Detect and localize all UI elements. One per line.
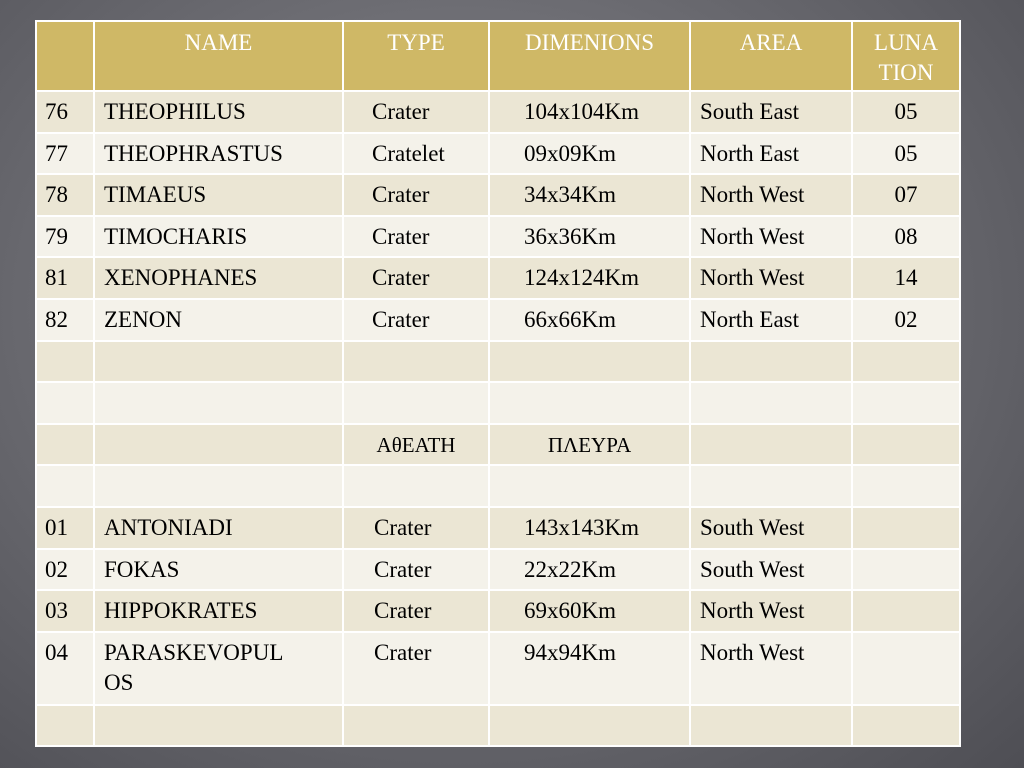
header-type: TYPE [343,21,489,91]
cell-name: HIPPOKRATES [94,590,343,632]
empty-cell [94,424,343,466]
table-row [36,133,960,175]
cell-name: THEOPHILUS [94,91,343,133]
empty-cell [852,465,960,507]
cell-lunation [852,549,960,591]
empty-cell [852,424,960,466]
cell-dimensions: 104x104Km [489,91,690,133]
cell-name: TIMAEUS [94,174,343,216]
empty-cell [489,341,690,383]
cell-type: Crater [343,174,489,216]
cell-dimensions: 69x60Km [489,590,690,632]
cell-name: XENOPHANES [94,257,343,299]
cell-area: North East [690,133,852,175]
table-row [36,299,960,341]
section-label-row [36,424,960,466]
empty-cell [852,382,960,424]
cell-area: North West [690,632,852,705]
cell-area: North East [690,299,852,341]
cell-lunation [852,507,960,549]
table-row [36,257,960,299]
cell-num: 76 [36,91,94,133]
empty-cell [852,341,960,383]
cell-lunation [852,632,960,705]
cell-dimensions: 124x124Km [489,257,690,299]
empty-cell [690,341,852,383]
cell-area: South West [690,507,852,549]
empty-row [36,705,960,747]
cell-num: 78 [36,174,94,216]
cell-dimensions: 36x36Km [489,216,690,258]
cell-dimensions: 34x34Km [489,174,690,216]
empty-cell [690,465,852,507]
empty-row [36,341,960,383]
table-row [36,216,960,258]
empty-cell [690,382,852,424]
header-lunation-line-2: TION [878,60,934,85]
cell-type: Cratelet [343,133,489,175]
cell-lunation: 05 [852,133,960,175]
table-row [36,590,960,632]
section-label-far-side: ΑθΕΑΤΗ [343,424,489,466]
empty-cell [36,424,94,466]
cell-type: Crater [343,549,489,591]
cell-lunation: 08 [852,216,960,258]
cell-type: Crater [343,632,489,705]
cell-area: North West [690,174,852,216]
empty-cell [94,705,343,747]
cell-name: TIMOCHARIS [94,216,343,258]
header-row [36,21,960,91]
cell-dimensions: 143x143Km [489,507,690,549]
cell-lunation: 02 [852,299,960,341]
empty-cell [343,705,489,747]
cell-lunation: 05 [852,91,960,133]
table-row [36,507,960,549]
cell-area: South East [690,91,852,133]
cell-dimensions: 09x09Km [489,133,690,175]
header-lunation [852,21,960,91]
empty-cell [489,705,690,747]
header-num [36,21,94,91]
cell-name: THEOPHRASTUS [94,133,343,175]
cell-num: 79 [36,216,94,258]
cell-name: FOKAS [94,549,343,591]
empty-cell [343,465,489,507]
cell-name-line-2: OS [104,669,134,695]
empty-cell [343,341,489,383]
empty-cell [36,382,94,424]
cell-num: 01 [36,507,94,549]
cell-area: North West [690,590,852,632]
cell-num: 81 [36,257,94,299]
empty-cell [343,382,489,424]
cell-type: Crater [343,216,489,258]
empty-cell [690,424,852,466]
empty-row [36,382,960,424]
empty-cell [489,465,690,507]
cell-name [94,632,343,705]
header-area: AREA [690,21,852,91]
cell-type: Crater [343,299,489,341]
cell-name: ANTONIADI [94,507,343,549]
cell-num: 03 [36,590,94,632]
cell-name-line-1: PARASKEVOPUL [104,639,284,665]
cell-num: 82 [36,299,94,341]
cell-type: Crater [343,257,489,299]
cell-area: North West [690,216,852,258]
empty-row [36,465,960,507]
empty-cell [36,705,94,747]
cell-num: 77 [36,133,94,175]
empty-cell [36,465,94,507]
empty-cell [94,341,343,383]
cell-name: ZENON [94,299,343,341]
table-row [36,91,960,133]
header-lunation-line-1: LUNA [874,30,938,55]
empty-cell [690,705,852,747]
cell-type: Crater [343,590,489,632]
empty-cell [852,705,960,747]
header-dimensions: DIMENIONS [489,21,690,91]
empty-cell [94,465,343,507]
cell-dimensions: 94x94Km [489,632,690,705]
empty-cell [94,382,343,424]
cell-type: Crater [343,91,489,133]
table-row [36,549,960,591]
cell-num: 02 [36,549,94,591]
cell-dimensions: 66x66Km [489,299,690,341]
header-name: NAME [94,21,343,91]
cell-lunation [852,590,960,632]
table-row [36,174,960,216]
cell-area: South West [690,549,852,591]
cell-lunation: 07 [852,174,960,216]
cell-type: Crater [343,507,489,549]
cell-num: 04 [36,632,94,705]
crater-table [35,20,961,747]
crater-table-container [35,20,959,747]
empty-cell [36,341,94,383]
table-row [36,632,960,705]
cell-lunation: 14 [852,257,960,299]
cell-dimensions: 22x22Km [489,549,690,591]
empty-cell [489,382,690,424]
section-label-side: ΠΛΕΥΡΑ [489,424,690,466]
cell-area: North West [690,257,852,299]
